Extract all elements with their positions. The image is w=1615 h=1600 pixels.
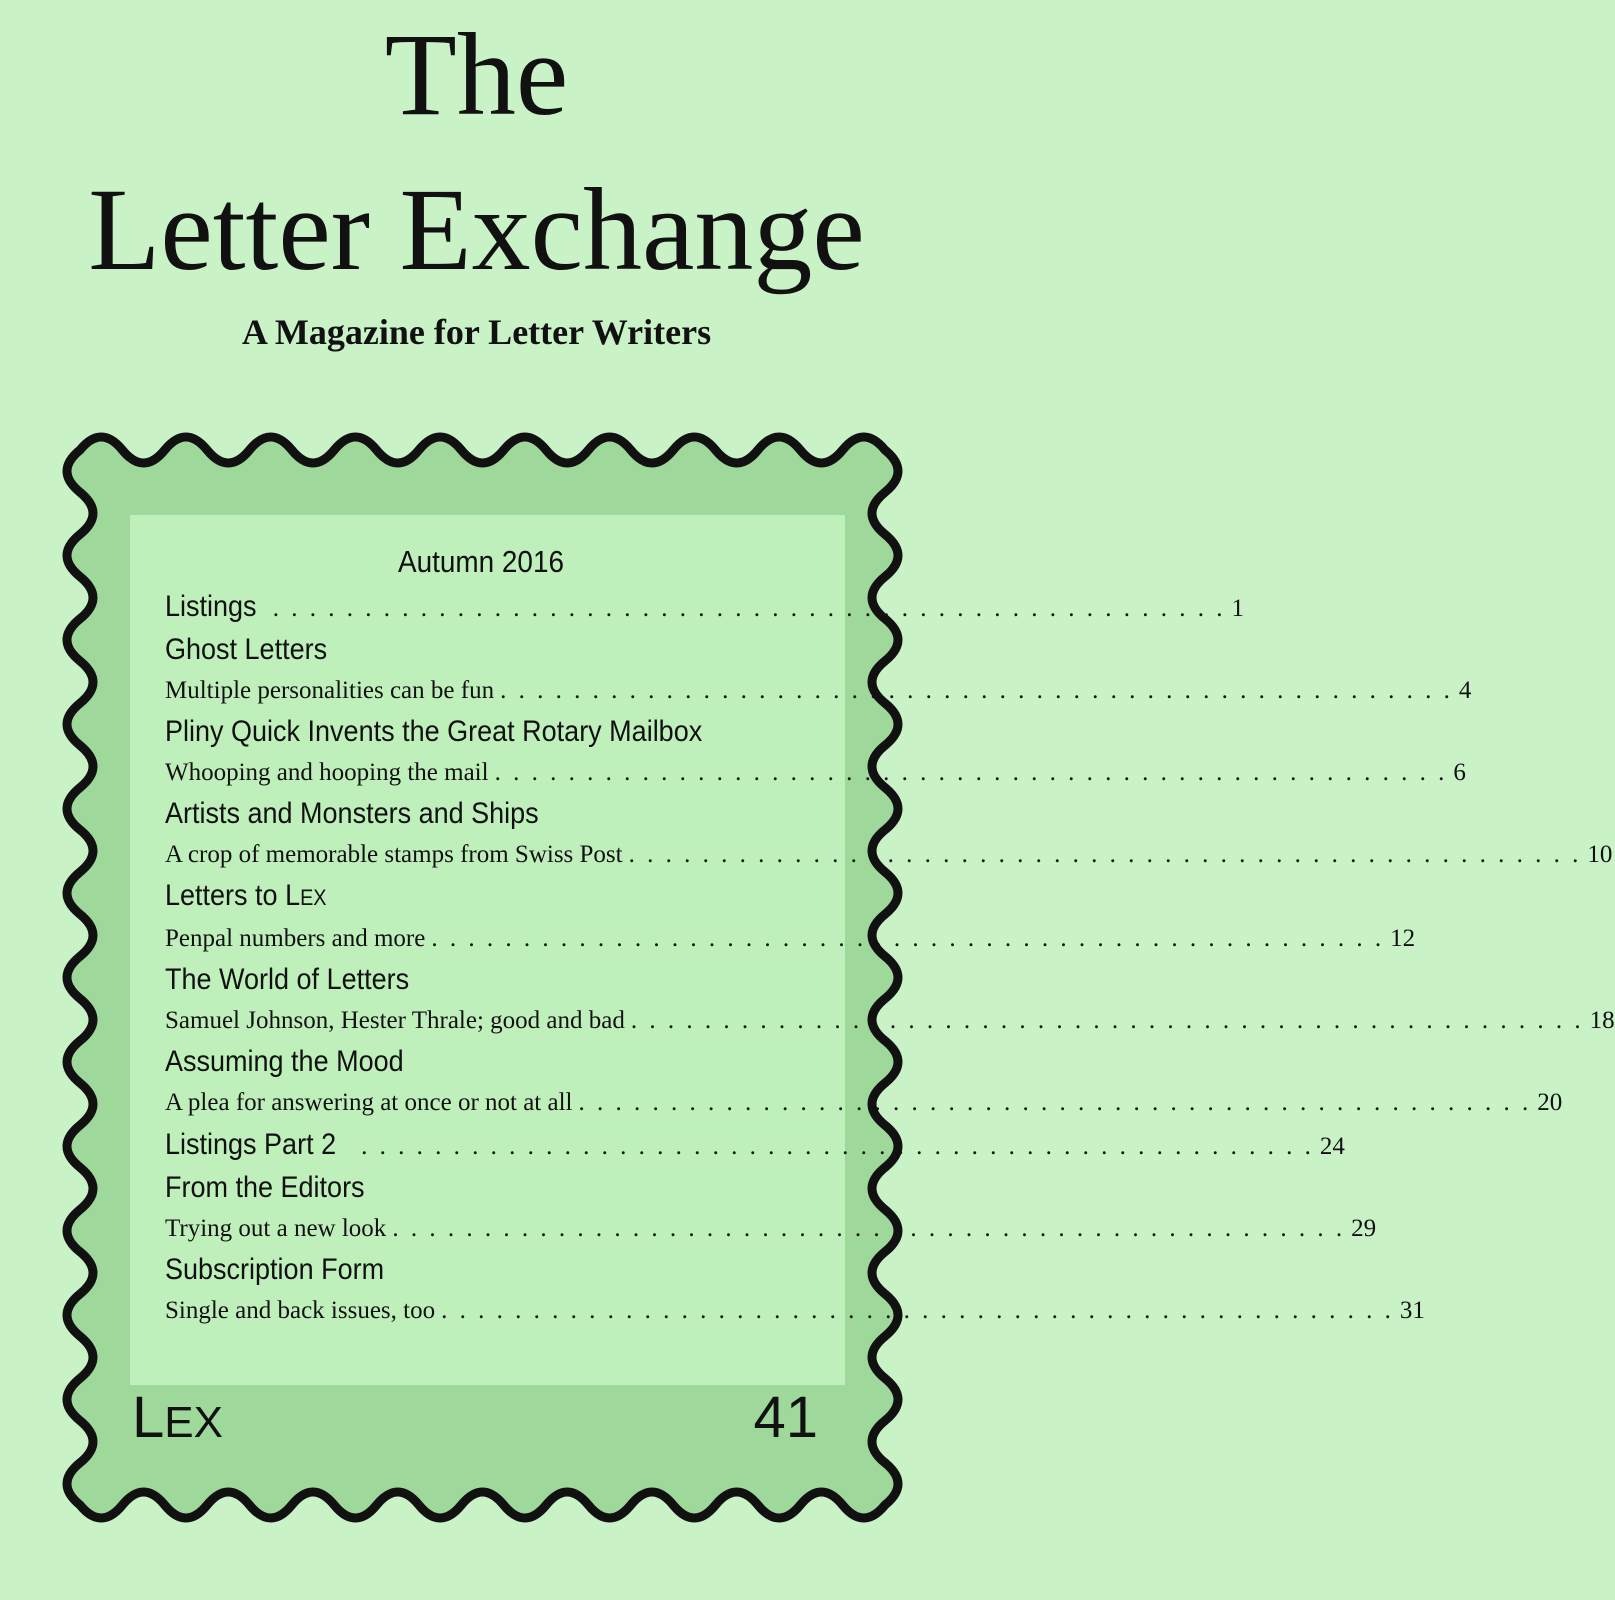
issue-number: 41	[753, 1385, 818, 1450]
toc-row	[165, 834, 1613, 876]
toc-description: Multiple personalities can be fun	[165, 677, 495, 704]
toc-description: Penpal numbers and more	[165, 925, 426, 952]
page-subtitle: A Magazine for Letter Writers	[241, 312, 712, 352]
toc-description: A plea for answering at once or not at all	[165, 1089, 573, 1116]
leader-dots: . . . . . . . . . . . . . . . . . . . . . . . . . . . . . . . . . . . . . . . . . . . . . . . . . . . .	[494, 759, 1448, 786]
toc-row	[165, 1124, 1345, 1168]
toc-row	[165, 670, 1472, 712]
lex-initial: L	[285, 879, 301, 912]
toc-entry	[165, 586, 1244, 630]
toc-row	[165, 1000, 1615, 1042]
toc-page-number: 20	[1537, 1089, 1563, 1116]
issue-date: Autumn 2016	[398, 544, 564, 579]
toc-title: Artists and Monsters and Ships	[165, 797, 539, 830]
toc-title: Pliny Quick Invents the Great Rotary Mailbox	[165, 715, 703, 748]
toc-description: Whooping and hooping the mail	[165, 759, 489, 786]
toc-title: Subscription Form	[165, 1253, 385, 1286]
toc-page-number: 1	[1231, 595, 1244, 622]
toc-row	[165, 1290, 1425, 1332]
toc-page-number: 4	[1458, 677, 1472, 704]
toc-page-number: 24	[1319, 1133, 1345, 1160]
toc-description: Single and back issues, too	[165, 1297, 436, 1324]
leader-dots: . . . . . . . . . . . . . . . . . . . . . . . . . . . . . . . . . . . . . . . . . . . . . . . . . . . .	[431, 925, 1385, 952]
toc-description: Samuel Johnson, Hester Thrale; good and bad	[165, 1007, 625, 1034]
toc-entry	[165, 1124, 1345, 1168]
toc-page-number: 6	[1453, 759, 1466, 786]
toc-entry	[165, 960, 1615, 1042]
toc-title: From the Editors	[165, 1171, 365, 1204]
toc-row	[165, 1208, 1377, 1250]
toc-row	[165, 586, 1244, 630]
toc-title: Listings Part 2	[165, 1128, 337, 1161]
toc-entry	[165, 1250, 1425, 1332]
toc-entry	[165, 630, 1472, 712]
leader-dots: . . . . . . . . . . . . . . . . . . . . . . . . . . . . . . . . . . . . . . . . . . . . . . . . . . . .	[628, 841, 1582, 868]
toc-page-number: 29	[1351, 1215, 1377, 1242]
lex-logo	[132, 1378, 223, 1463]
toc-title: The World of Letters	[165, 963, 410, 996]
toc-page-number: 31	[1399, 1297, 1425, 1324]
lex-logo-small-caps: EX	[164, 1398, 223, 1447]
toc-description: Trying out a new look	[165, 1215, 387, 1242]
leader-dots: . . . . . . . . . . . . . . . . . . . . . . . . . . . . . . . . . . . . . . . . . . . . . . . . . . . .	[500, 677, 1453, 704]
leader-dots: . . . . . . . . . . . . . . . . . . . . . . . . . . . . . . . . . . . . . . . . . . . . . . . . . . . .	[578, 1089, 1532, 1116]
leader-dots: . . . . . . . . . . . . . . . . . . . . . . . . . . . . . . . . . . . . . . . . . . . . . . . . . . . .	[392, 1215, 1346, 1242]
toc-entry	[165, 794, 1613, 876]
toc-title	[165, 876, 734, 918]
toc-page-number: 12	[1390, 925, 1416, 952]
leader-dots: . . . . . . . . . . . . . . . . . . . . . . . . . . . . . . . . . . . . . . . . . . . . . . . . . . . .	[272, 595, 1226, 622]
toc-page-number: 10	[1587, 841, 1613, 868]
lex-small-caps: EX	[300, 885, 327, 910]
leader-dots: . . . . . . . . . . . . . . . . . . . . . . . . . . . . . . . . . . . . . . . . . . . . . . . . . . . .	[361, 1133, 1314, 1160]
leader-dots: . . . . . . . . . . . . . . . . . . . . . . . . . . . . . . . . . . . . . . . . . . . . . . . . . . . .	[630, 1007, 1584, 1034]
toc-description: A crop of memorable stamps from Swiss Post	[165, 841, 623, 868]
toc-row	[165, 752, 1466, 794]
toc-entry	[165, 876, 1416, 960]
page-title-the: The	[384, 9, 569, 140]
toc-page-number: 18	[1589, 1007, 1615, 1034]
toc-title: Listings	[165, 590, 257, 623]
toc-title: Ghost Letters	[165, 633, 328, 666]
toc-entry	[165, 1168, 1377, 1250]
toc-row	[165, 1082, 1563, 1124]
toc-entry	[165, 1042, 1563, 1124]
page-title: Letter Exchange	[88, 164, 865, 295]
toc-title-prefix: Letters to	[165, 879, 286, 912]
toc-row	[165, 918, 1416, 960]
table-of-contents	[165, 540, 1615, 1332]
toc-entry	[165, 712, 1466, 794]
lex-logo-initial: L	[132, 1385, 165, 1450]
leader-dots: . . . . . . . . . . . . . . . . . . . . . . . . . . . . . . . . . . . . . . . . . . . . . . . . . . . .	[441, 1297, 1394, 1324]
toc-title: Assuming the Mood	[165, 1045, 404, 1078]
